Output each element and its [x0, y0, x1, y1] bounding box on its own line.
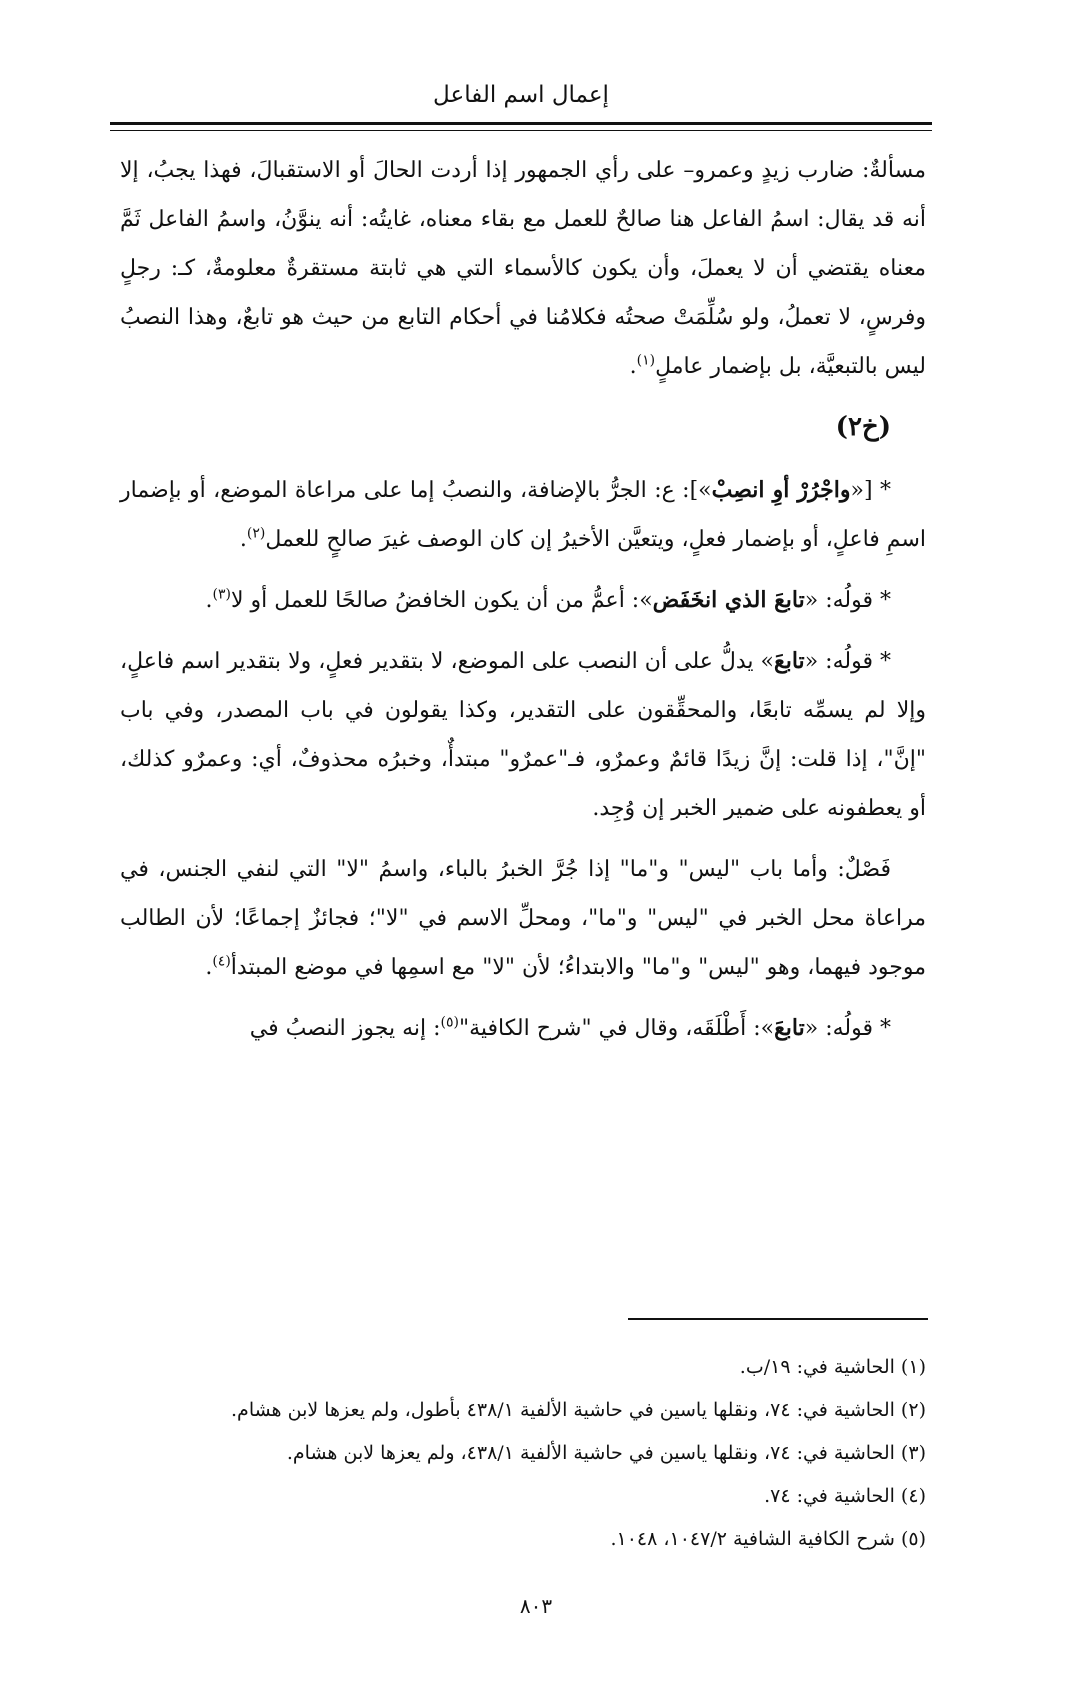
footnote-ref-5: (٥) [440, 1014, 459, 1031]
paragraph-4-quote: تابعَ [774, 648, 805, 674]
paragraph-6 [120, 1004, 926, 1053]
paragraph-6-quote: تابعَ [774, 1015, 805, 1041]
paragraph-4-lead: * قولُه: « [804, 649, 891, 674]
paragraph-2-quote: واجْرُرْ أوِ انصِبْ [711, 477, 851, 503]
paragraph-4-text: » يدلُّ على أن النصب على الموضع، لا بتقدير فعلٍ، ولا بتقدير اسم فاعلٍ، وإلا لم يسمِّه تابعًا، والمحقِّقون على التقدير، وكذا يقولون في باب المصدر، وفي باب "إنَّ"، إذا قلت: إنَّ زيدًا قائمٌ وعمرٌو، فـ"عمرٌو" مبتدأٌ، وخبرُه محذوفٌ، أي: وعمرٌو كذلك، أو يعطفونه على ضمير الخبر إن وُجِد. [120, 649, 926, 821]
running-header-title: إعمال اسم الفاعل [433, 82, 609, 108]
paragraph-6-tail: : إنه يجوز النصبُ في [249, 1016, 441, 1041]
header-rule-thin [110, 130, 932, 131]
section-heading: (خ٢) [835, 412, 891, 442]
footnote-separator [628, 1318, 928, 1320]
page-number: ٨٠٣ [519, 1594, 553, 1618]
paragraph-2-lead: * [« [850, 478, 891, 503]
footnote-3: (٣) الحاشية في: ٧٤، ونقلها ياسين في حاشية الألفية ٤٣٨/١، ولم يعزها لابن هشام. [286, 1442, 926, 1464]
footnote-ref-4: (٤) [212, 953, 231, 970]
footnote-1: (١) الحاشية في: ١٩/ب. [739, 1356, 926, 1378]
footnote-ref-1: (١) [636, 352, 656, 369]
footnote-ref-3: (٣) [212, 586, 231, 603]
paragraph-6-lead: * قولُه: « [804, 1016, 891, 1041]
paragraph-3: * قولُه: «تابعَ الذي انخَفَض»: أعمُّ من أن يكون الخافضُ صالحًا للعمل أو لا$^{(٣)}$. [205, 586, 891, 613]
footnote-ref-2: (٢) [246, 525, 266, 542]
footnote-4: (٤) الحاشية في: ٧٤. [764, 1485, 926, 1507]
paragraph-3-quote: تابعَ الذي انخَفَض [652, 587, 805, 613]
paragraph-2-text: »]: ع: الجرُّ بالإضافة، والنصبُ إما على مراعاة الموضع، أو بإضمار اسمِ فاعلٍ، أو بإضمار فعلٍ، ويتعيَّن الأخيرُ إن كان الوصف غيرَ صالحٍ للعمل [120, 478, 926, 552]
paragraph-3-text: »: أعمُّ من أن يكون الخافضُ صالحًا للعمل أو لا [230, 588, 653, 613]
header-rule-thick [110, 122, 932, 125]
paragraph-4 [120, 637, 926, 833]
paragraph-5-text: فَصْلٌ: وأما باب "ليس" و"ما" إذا جُرَّ الخبرُ بالباء، واسمُ "لا" التي لنفي الجنس، في مراعاة محل الخبر في "ليس" و"ما"، ومحلِّ الاسم في "لا"؛ فجائزٌ إجماعًا؛ لأن الطالب موجود فيهما، وهو "ليس" و"ما" والابتداءُ؛ لأن "لا" مع اسمِها في موضع المبتدأ [120, 857, 926, 980]
paragraph-6-text: »: أَطْلَقَه، وقال في "شرح الكافية" [458, 1016, 775, 1041]
paragraph-3-lead: * قولُه: « [804, 588, 891, 613]
footnote-5: (٥) شرح الكافية الشافية ١٠٤٧/٢، ١٠٤٨. [610, 1528, 926, 1550]
paragraph-5: فَصْلٌ: وأما باب "ليس" و"ما" إذا جُرَّ الخبرُ بالباء، واسمُ "لا" التي لنفي الجنس، في مراعاة محل الخبر في "ليس" و"ما"، ومحلِّ الاسم في "لا"؛ فجائزٌ إجماعًا؛ لأن الطالب موجود فيهما، وهو "ليس" و"ما" والابتداءُ؛ لأن "لا" مع اسمِها في موضع المبتدأ$^{(٤)}$. [120, 857, 926, 980]
paragraph-2: * [«واجْرُرْ أوِ انصِبْ»]: ع: الجرُّ بالإضافة، والنصبُ إما على مراعاة الموضع، أو بإضمار اسمِ فاعلٍ، أو بإضمار فعلٍ، ويتعيَّن الأخيرُ إن كان الوصف غيرَ صالحٍ للعمل$^{(٢)}$. [120, 477, 926, 552]
paragraph-1-text: مسألةٌ: ضارب زيدٍ وعمرو– على رأي الجمهور إذا أردت الحالَ أو الاستقبالَ، فهذا يجبُ، إلا أنه قد يقال: اسمُ الفاعل هنا صالحٌ للعمل مع بقاء معناه، غايتُه: أنه ينوَّنُ، واسمُ الفاعل ثَمَّ معناه يقتضي أن لا يعملَ، وأن يكون كالأسماء التي هي ثابتة مستقرةٌ معلومةٌ، كـ: رجلٍ وفرسٍ، لا تعملُ، ولو سُلِّمَتْ صحتُه فكلامُنا في أحكام التابع من حيث هو تابعٌ، وهذا النصبُ ليس بالتبعيَّة، بل بإضمار عاملٍ [120, 158, 926, 379]
footnotes [120, 1346, 926, 1561]
paragraph-1: مسألةٌ: ضارب زيدٍ وعمرو– على رأي الجمهور إذا أردت الحالَ أو الاستقبالَ، فهذا يجبُ، إلا أنه قد يقال: اسمُ الفاعل هنا صالحٌ للعمل مع بقاء معناه، غايتُه: أنه ينوَّنُ، واسمُ الفاعل ثَمَّ معناه يقتضي أن لا يعملَ، وأن يكون كالأسماء التي هي ثابتة مستقرةٌ معلومةٌ، كـ: رجلٍ وفرسٍ، لا تعملُ، ولو سُلِّمَتْ صحتُه فكلامُنا في أحكام التابع من حيث هو تابعٌ، وهذا النصبُ ليس بالتبعيَّة، بل بإضمار عاملٍ$^{(١)}$. [120, 158, 926, 379]
footnote-2: (٢) الحاشية في: ٧٤، ونقلها ياسين في حاشية الألفية ٤٣٨/١ بأطول، ولم يعزها لابن هشام. [231, 1399, 926, 1421]
main-text [120, 146, 926, 1065]
